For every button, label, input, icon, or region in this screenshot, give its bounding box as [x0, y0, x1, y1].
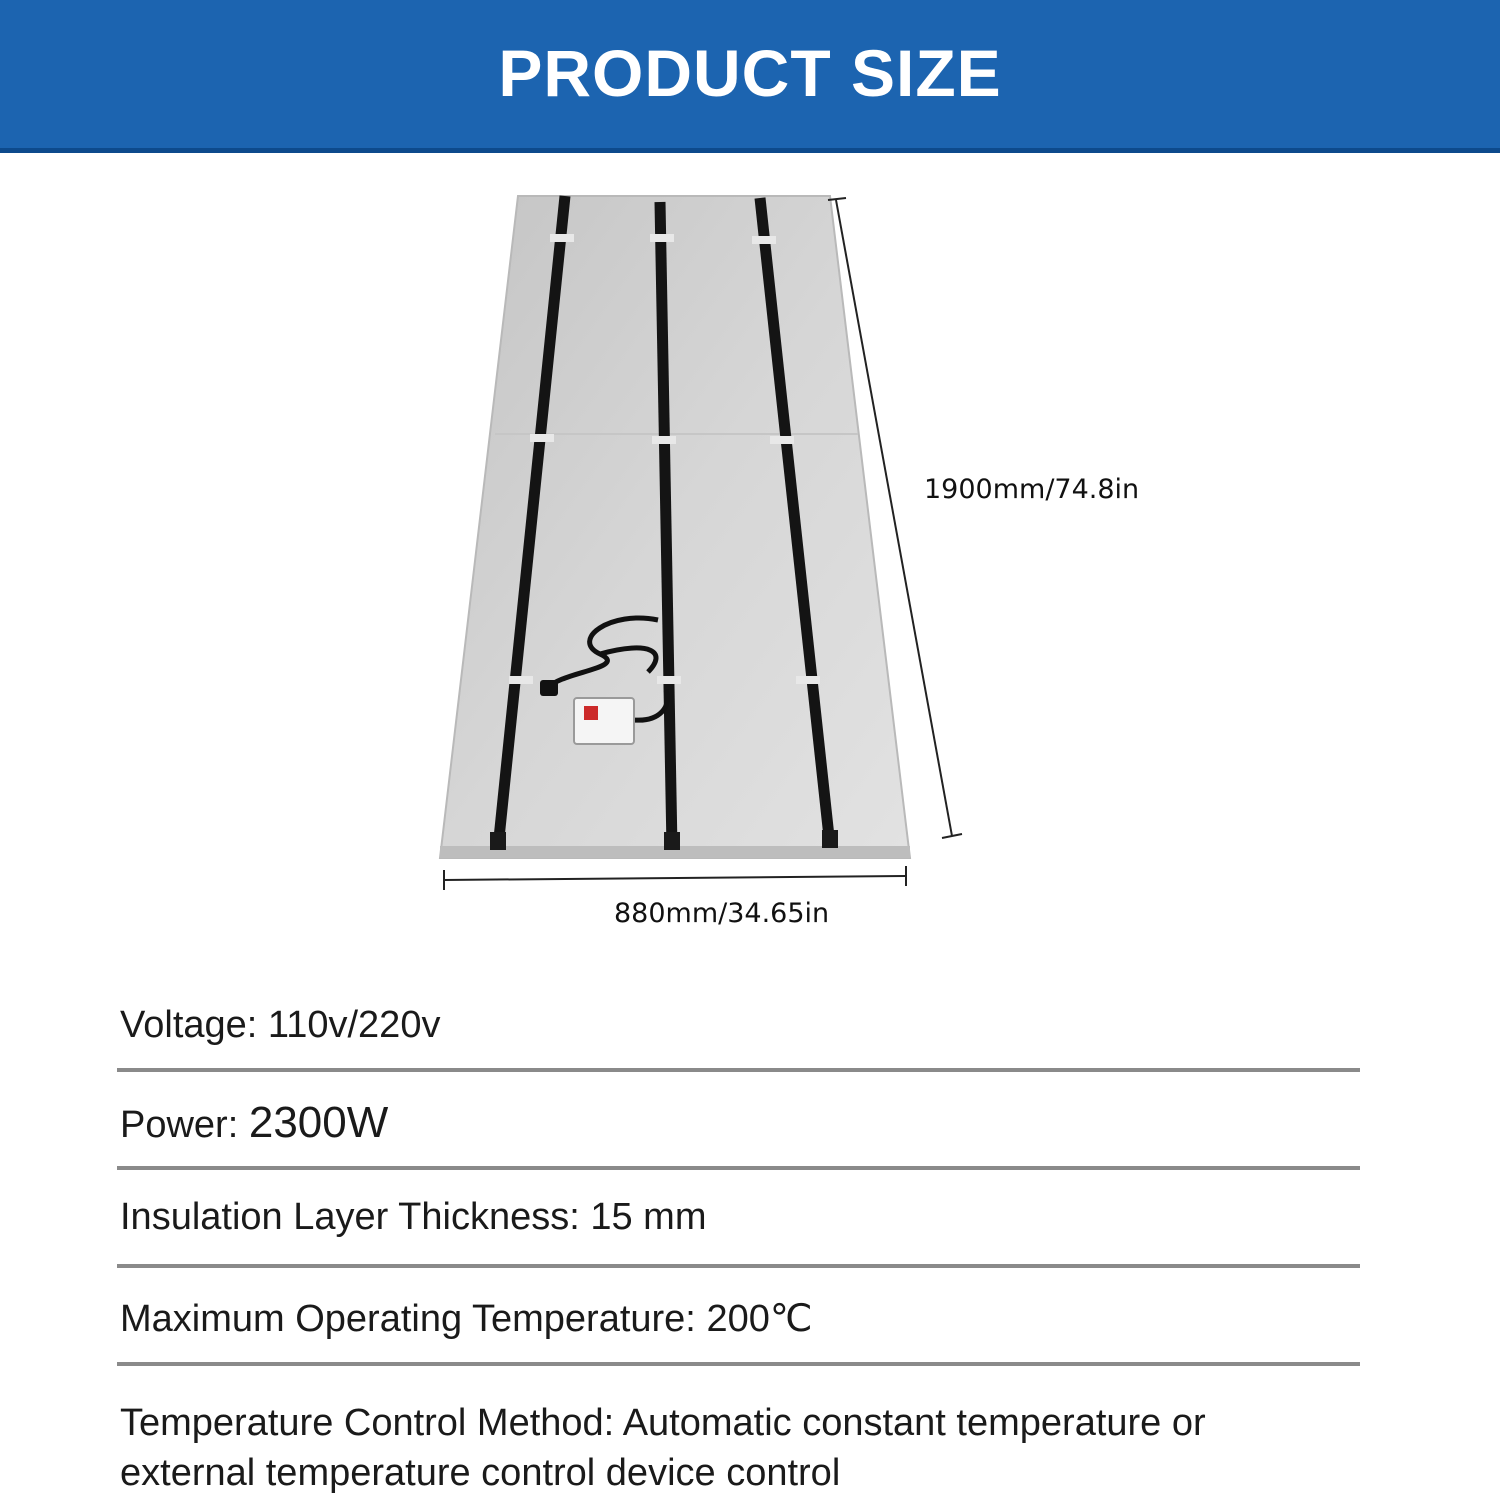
width-dimension-line — [444, 866, 906, 890]
spec-max-temperature — [120, 1296, 1370, 1341]
spec-control-method — [120, 1398, 1380, 1498]
power-plug — [540, 680, 558, 696]
spec-voltage-label: Voltage: — [120, 1004, 258, 1046]
divider — [117, 1166, 1360, 1170]
spec-voltage-value: 110v/220v — [267, 1004, 441, 1046]
spec-voltage — [120, 1004, 1370, 1047]
temperature-controller — [574, 698, 634, 744]
spec-max-temperature-label: Maximum Operating Temperature: — [120, 1298, 696, 1340]
divider — [117, 1068, 1360, 1072]
spec-thickness — [120, 1196, 1370, 1239]
divider — [117, 1264, 1360, 1268]
width-dimension-label: 880mm/34.65in — [614, 898, 830, 929]
spec-power-value: 2300W — [248, 1098, 389, 1147]
spec-power — [120, 1098, 1370, 1148]
spec-max-temperature-value: 200℃ — [706, 1298, 813, 1340]
spec-control-method-line2: external temperature control device control — [120, 1452, 841, 1494]
spec-power-label: Power: — [120, 1104, 239, 1146]
divider — [117, 1362, 1360, 1366]
height-dimension-label: 1900mm/74.8in — [924, 474, 1140, 505]
spec-control-method-line1: Temperature Control Method: Automatic constant temperature or — [120, 1402, 1206, 1444]
spec-thickness-value: 15 mm — [590, 1196, 707, 1238]
page-title: PRODUCT SIZE — [498, 36, 1002, 110]
spec-thickness-label: Insulation Layer Thickness: — [120, 1196, 580, 1238]
